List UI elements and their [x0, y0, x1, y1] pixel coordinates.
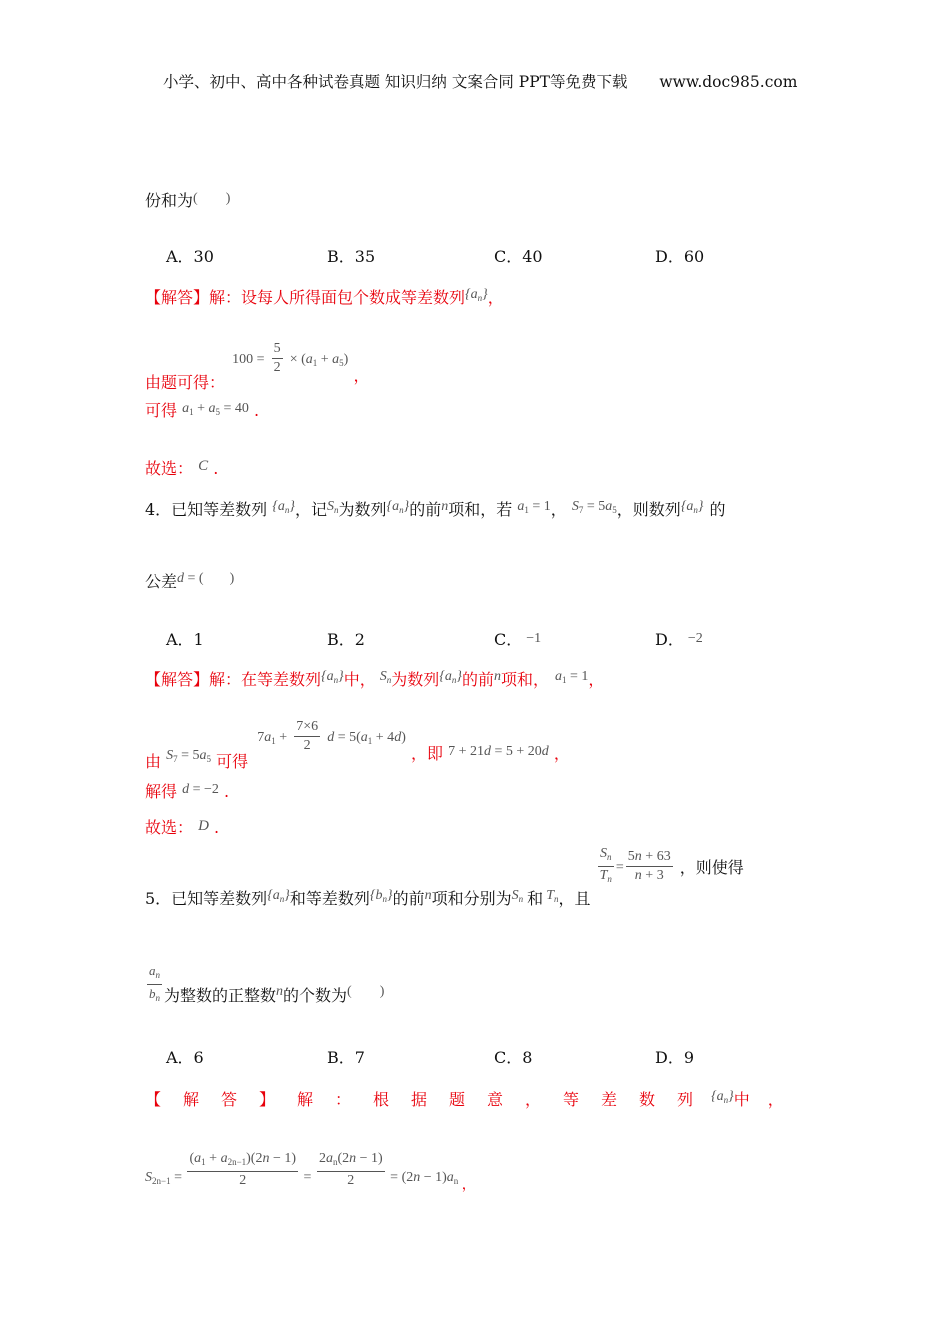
- q5-option-b: B．7: [327, 1048, 365, 1067]
- q5-option-a: A．6: [166, 1048, 204, 1067]
- q3-solution-line4: 故选： C .: [145, 458, 219, 478]
- header-url: www.doc985.com: [659, 73, 798, 91]
- q4-option-d: D． −2: [655, 630, 703, 649]
- q4-solution-line3: 解得 d = −2 .: [145, 782, 230, 801]
- q4-stem-line1: 4．已知等差数列 $\{a_n\}$，记$S_n$为数列$\{a_n\}$的前n项和，若 $a_1 = 1$， $S_7 = 5a_5$，则数列$\{a_n\}$ 的: [145, 499, 726, 519]
- q3-option-c: C．40: [494, 247, 543, 266]
- q3-solution-line3: 可得 $a_1 + a_5 = 40$ .: [145, 401, 260, 420]
- q3-solution-label: 【解答】解：设每人所得面包个数成等差数列$\{a_n\}$，: [145, 287, 504, 307]
- q4-option-b: B．2: [327, 630, 365, 649]
- q4-solution-line4: 故选： D .: [145, 818, 220, 837]
- q5-stem-line1: 5．已知等差数列$\{a_n\}$和等差数列$\{b_n\}$的前n项和分别为$S_n$ 和 $T_n$，且 $\frac{S_n}{T_n}$ = $\frac{5n + 63}{n + 3}$ ，则使得: [145, 846, 744, 908]
- q3-option-d: D．60: [655, 247, 705, 266]
- header-text: 小学、初中、高中各种试卷真题 知识归纳 文案合同 PPT等免费下载: [163, 73, 628, 91]
- q4-option-c: C． −1: [494, 630, 542, 649]
- q5-solution-label: 【 解 答 】 解 ： 根 据 题 意 ， 等 差 数 列 {an}中 ，: [145, 1089, 784, 1109]
- q4-solution-line2: 由 $S_7 = 5a_5$ 可得 $7a_1$ + $\frac{7\times 6}{2}$ $d = 5(a_1 + 4d)$ ，即 7 + 21d = 5 + 20d ，: [145, 719, 570, 771]
- q3-option-b: B．35: [327, 247, 376, 266]
- q4-stem-line2: 公差d = ( ): [145, 571, 235, 591]
- q5-option-d: D．9: [655, 1048, 695, 1067]
- q3-option-a: A．30: [166, 247, 214, 266]
- q4-option-a: A．1: [166, 630, 204, 649]
- q5-option-c: C．8: [494, 1048, 533, 1067]
- q5-stem-line2: $\frac{a_n}{b_n}$ 为整数的正整数n的个数为( ): [149, 963, 385, 1005]
- page-header: [163, 70, 797, 92]
- q5-solution-formula: $S_{2n-1}$ = $\frac{(a_1 + a_{2n-1})(2n - 1)}{2}$ = $\frac{2a_n(2n - 1)}{2}$ = $(2n - 1)a_n$ ，: [145, 1151, 476, 1194]
- q4-solution-label: 【解答】解：在等差数列$\{a_n\}$中， $S_n$为数列$\{a_n\}$的前n项和， $a_1 = 1$，: [145, 669, 605, 689]
- q3-stem-tail: 份和为( ): [145, 191, 231, 210]
- q3-solution-line2: 由题可得： 100 = $\frac{5}{2}$ × $(a_1 + a_5)$ ，: [145, 341, 370, 392]
